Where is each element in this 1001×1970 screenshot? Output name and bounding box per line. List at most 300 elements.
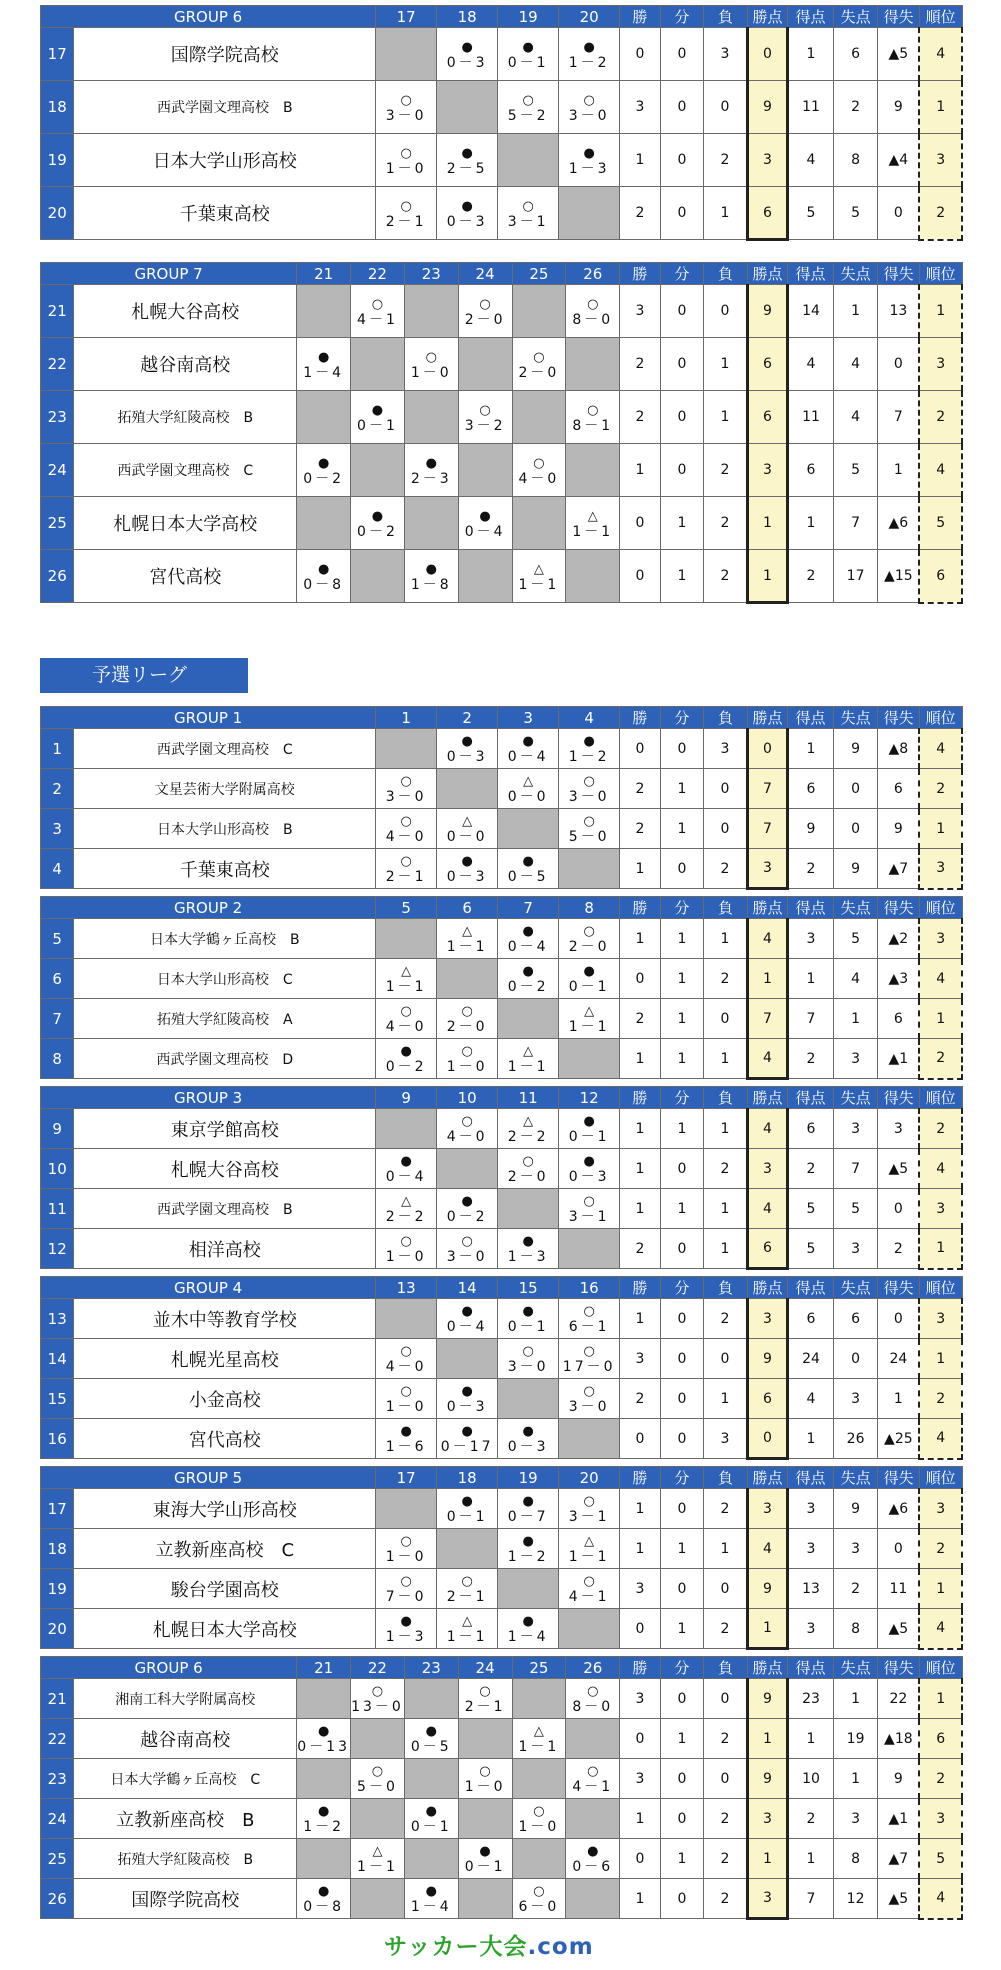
match-result xyxy=(297,1719,351,1759)
stat-gf: 6 xyxy=(788,1299,834,1339)
result-symbol: ○ xyxy=(400,145,412,161)
stat-rank: 5 xyxy=(919,497,962,550)
stat-draw: 1 xyxy=(660,1529,704,1569)
team-number: 16 xyxy=(41,1419,74,1459)
match-result xyxy=(351,497,405,550)
stat-loss: 2 xyxy=(704,849,748,889)
stat-win: 1 xyxy=(620,919,661,959)
match-result xyxy=(512,1719,566,1759)
empty-cell xyxy=(437,1149,498,1189)
stat-rank: 3 xyxy=(919,338,962,391)
match-result xyxy=(376,1609,437,1649)
result-symbol: ○ xyxy=(533,349,545,365)
match-score: 4－1 xyxy=(357,311,398,328)
match-result xyxy=(566,285,620,338)
stat-rank: 1 xyxy=(919,1679,962,1719)
match-score: 0－1 xyxy=(357,417,398,434)
empty-cell xyxy=(297,391,351,444)
stat-draw: 0 xyxy=(660,81,704,134)
match-result-content xyxy=(498,92,558,123)
match-score: 3－0 xyxy=(568,1399,610,1415)
match-result-content xyxy=(498,1423,558,1454)
column-number: 18 xyxy=(437,1467,498,1489)
match-result xyxy=(404,1719,458,1759)
match-result xyxy=(559,28,620,81)
empty-cell xyxy=(559,1039,620,1079)
empty-cell xyxy=(498,809,559,849)
stat-ga: 1 xyxy=(833,1759,878,1799)
match-result xyxy=(566,1839,620,1879)
stat-points: 4 xyxy=(747,919,788,959)
result-symbol: △ xyxy=(533,561,544,577)
team-row xyxy=(41,1489,963,1529)
stat-draw: 1 xyxy=(660,769,704,809)
stat-ga: 6 xyxy=(833,28,878,81)
result-symbol: ○ xyxy=(461,1004,473,1019)
match-result xyxy=(376,187,437,240)
match-score: 1－1 xyxy=(568,1019,610,1035)
result-symbol: ○ xyxy=(479,1684,491,1699)
empty-cell xyxy=(559,1609,620,1649)
header-draw: 分 xyxy=(660,1087,704,1109)
match-result xyxy=(512,1799,566,1839)
result-symbol: ● xyxy=(461,734,473,749)
group-title: GROUP 4 xyxy=(41,1277,376,1299)
team-number: 13 xyxy=(41,1299,74,1339)
match-result-content xyxy=(351,402,404,433)
empty-cell xyxy=(404,497,458,550)
match-result-content xyxy=(351,1763,404,1794)
result-symbol: ● xyxy=(522,1424,534,1439)
match-result xyxy=(559,959,620,999)
result-symbol: △ xyxy=(523,1044,534,1059)
team-name: 国際学院高校 xyxy=(74,1879,297,1919)
match-score: 8－1 xyxy=(572,417,614,434)
result-symbol: ○ xyxy=(522,92,534,108)
stat-points: 1 xyxy=(747,1719,788,1759)
team-row xyxy=(41,391,963,444)
match-result-content xyxy=(566,1683,619,1714)
stat-win: 3 xyxy=(620,1759,661,1799)
match-score: 0－1 xyxy=(568,1129,610,1145)
stat-win: 1 xyxy=(620,1299,661,1339)
header-ga: 失点 xyxy=(833,263,878,285)
team-number: 26 xyxy=(41,1879,74,1919)
group-title: GROUP 5 xyxy=(41,1467,376,1489)
stat-points: 3 xyxy=(747,1799,788,1839)
header-draw: 分 xyxy=(660,707,704,729)
match-result xyxy=(458,1759,512,1799)
header-gd: 得失 xyxy=(878,707,920,729)
match-result-content xyxy=(297,1803,350,1834)
header-gf: 得点 xyxy=(788,1467,834,1489)
match-result-content xyxy=(513,455,566,486)
match-score: 1－4 xyxy=(303,364,345,381)
stat-win: 0 xyxy=(620,28,661,81)
match-score: 0－3 xyxy=(446,213,488,230)
result-symbol: △ xyxy=(587,508,598,524)
stat-gd: 11 xyxy=(878,1569,920,1609)
team-name: 日本大学山形高校 C xyxy=(74,959,376,999)
result-symbol: ● xyxy=(425,1724,437,1739)
team-number: 21 xyxy=(41,1679,74,1719)
group-table xyxy=(40,896,963,1080)
stat-gf: 11 xyxy=(788,391,834,444)
empty-cell xyxy=(404,285,458,338)
match-score: 1－1 xyxy=(518,1739,560,1755)
match-result xyxy=(376,134,437,187)
section-tab[interactable] xyxy=(40,658,248,693)
stat-gd: 1 xyxy=(878,1379,920,1419)
stat-gd: 2 xyxy=(878,1229,920,1269)
stat-loss: 2 xyxy=(704,959,748,999)
stat-rank: 4 xyxy=(919,1149,962,1189)
column-number: 1 xyxy=(376,707,437,729)
stat-gd: ▲6 xyxy=(878,497,920,550)
match-result-content xyxy=(459,1763,512,1794)
match-score: 2－1 xyxy=(446,1589,488,1605)
result-symbol: ○ xyxy=(583,1494,595,1509)
match-score: 0－1 xyxy=(507,54,549,71)
stat-points: 4 xyxy=(747,1109,788,1149)
stat-gf: 3 xyxy=(788,1609,834,1649)
stat-draw: 0 xyxy=(660,849,704,889)
stat-ga: 3 xyxy=(833,1529,878,1569)
header-gf: 得点 xyxy=(788,1657,834,1679)
stat-draw: 0 xyxy=(660,1229,704,1269)
logo-suffix: .com xyxy=(527,1934,594,1960)
header-loss: 負 xyxy=(704,1467,748,1489)
stat-ga: 26 xyxy=(833,1419,878,1459)
stat-loss: 1 xyxy=(704,1109,748,1149)
stat-ga: 0 xyxy=(833,1339,878,1379)
column-number: 25 xyxy=(512,1657,566,1679)
stat-draw: 0 xyxy=(660,134,704,187)
stat-rank: 2 xyxy=(919,1039,962,1079)
result-symbol: ● xyxy=(522,1614,534,1629)
stat-ga: 3 xyxy=(833,1109,878,1149)
group-title: GROUP 6 xyxy=(41,1657,297,1679)
match-result xyxy=(404,550,458,603)
empty-cell xyxy=(404,1759,458,1799)
team-name: 西武学園文理高校 B xyxy=(74,1189,376,1229)
team-number: 8 xyxy=(41,1039,74,1079)
match-result xyxy=(351,391,405,444)
match-result xyxy=(498,919,559,959)
match-score: 4－0 xyxy=(446,1129,488,1145)
stat-win: 2 xyxy=(620,1379,661,1419)
match-result-content xyxy=(498,1233,558,1264)
header-loss: 負 xyxy=(704,897,748,919)
stat-gd: ▲5 xyxy=(878,1879,920,1919)
match-result-content xyxy=(513,561,566,592)
team-row xyxy=(41,1759,963,1799)
result-symbol: ○ xyxy=(400,1344,412,1359)
match-result-content xyxy=(437,198,497,229)
stat-gf: 1 xyxy=(788,497,834,550)
team-number: 25 xyxy=(41,497,74,550)
header-loss: 負 xyxy=(704,1657,748,1679)
result-symbol: ● xyxy=(425,561,437,577)
match-result xyxy=(404,338,458,391)
match-result-content xyxy=(437,813,497,844)
column-number: 3 xyxy=(498,707,559,729)
match-result-content xyxy=(437,853,497,884)
team-number: 3 xyxy=(41,809,74,849)
group-title: GROUP 2 xyxy=(41,897,376,919)
header-ga: 失点 xyxy=(833,897,878,919)
result-symbol: △ xyxy=(462,814,473,829)
result-symbol: ● xyxy=(461,1304,473,1319)
stat-points: 7 xyxy=(747,999,788,1039)
header-loss: 負 xyxy=(704,707,748,729)
match-score: 3－1 xyxy=(507,213,549,230)
stat-ga: 3 xyxy=(833,1229,878,1269)
match-result-content xyxy=(376,853,436,884)
stat-gf: 1 xyxy=(788,1719,834,1759)
empty-cell xyxy=(458,444,512,497)
team-row xyxy=(41,1609,963,1649)
header-win: 勝 xyxy=(620,1467,661,1489)
result-symbol: ● xyxy=(400,1044,412,1059)
stat-ga: 8 xyxy=(833,134,878,187)
match-score: 2－2 xyxy=(385,1209,427,1225)
column-number: 22 xyxy=(351,1657,405,1679)
match-result xyxy=(559,999,620,1039)
match-score: 3－0 xyxy=(385,789,427,805)
stat-draw: 1 xyxy=(660,550,704,603)
match-result-content xyxy=(559,1003,619,1034)
result-symbol: ○ xyxy=(400,1234,412,1249)
header-win: 勝 xyxy=(620,263,661,285)
match-result xyxy=(559,1339,620,1379)
group-title: GROUP 3 xyxy=(41,1087,376,1109)
header-win: 勝 xyxy=(620,1657,661,1679)
stat-ga: 1 xyxy=(833,285,878,338)
match-result-content xyxy=(513,1883,566,1914)
match-result-content xyxy=(405,1723,458,1754)
match-result xyxy=(297,1799,351,1839)
team-row xyxy=(41,1149,963,1189)
result-symbol: ○ xyxy=(400,1534,412,1549)
group-table xyxy=(40,1276,963,1460)
result-symbol: ○ xyxy=(400,854,412,869)
empty-cell xyxy=(351,550,405,603)
match-score: 1－0 xyxy=(464,1779,506,1795)
stat-gf: 1 xyxy=(788,729,834,769)
result-symbol: ● xyxy=(317,1884,330,1899)
empty-cell xyxy=(566,444,620,497)
stat-win: 1 xyxy=(620,849,661,889)
team-row xyxy=(41,849,963,889)
match-score: 1－1 xyxy=(446,1629,488,1645)
match-result-content xyxy=(498,1113,558,1144)
match-score: 3－0 xyxy=(385,107,427,124)
stat-win: 1 xyxy=(620,1149,661,1189)
team-number: 19 xyxy=(41,134,74,187)
team-number: 26 xyxy=(41,550,74,603)
stat-gf: 23 xyxy=(788,1679,834,1719)
header-gf: 得点 xyxy=(788,263,834,285)
match-result-content xyxy=(437,1493,497,1524)
match-score: 1－1 xyxy=(385,979,427,995)
empty-cell xyxy=(297,285,351,338)
stat-loss: 1 xyxy=(704,187,748,240)
match-result-content xyxy=(513,349,566,380)
match-score: 3－1 xyxy=(568,1509,610,1525)
column-number: 24 xyxy=(458,1657,512,1679)
team-row xyxy=(41,28,963,81)
match-score: 3－1 xyxy=(568,1209,610,1225)
match-result-content xyxy=(297,455,350,486)
stat-draw: 1 xyxy=(660,1839,704,1879)
result-symbol: ● xyxy=(317,1724,330,1739)
stat-ga: 3 xyxy=(833,1039,878,1079)
result-symbol: ● xyxy=(461,1194,473,1209)
stat-ga: 9 xyxy=(833,849,878,889)
stat-rank: 2 xyxy=(919,769,962,809)
match-result xyxy=(437,1379,498,1419)
result-symbol: ○ xyxy=(400,1574,412,1589)
team-number: 10 xyxy=(41,1149,74,1189)
column-number: 26 xyxy=(566,263,620,285)
column-number: 2 xyxy=(437,707,498,729)
match-result-content xyxy=(376,963,436,994)
stat-points: 9 xyxy=(747,1339,788,1379)
result-symbol: △ xyxy=(584,1534,595,1549)
match-result xyxy=(376,1149,437,1189)
stat-gd: ▲1 xyxy=(878,1799,920,1839)
match-result-content xyxy=(566,402,619,433)
team-number: 24 xyxy=(41,444,74,497)
stat-rank: 2 xyxy=(919,1379,962,1419)
match-result xyxy=(559,81,620,134)
stat-gf: 2 xyxy=(788,1039,834,1079)
match-result xyxy=(437,134,498,187)
match-score: 0－3 xyxy=(507,1439,549,1455)
match-result-content xyxy=(376,1343,436,1374)
column-number: 5 xyxy=(376,897,437,919)
stat-rank: 1 xyxy=(919,81,962,134)
result-symbol: ● xyxy=(425,1884,437,1899)
match-result xyxy=(559,809,620,849)
team-name: 立教新座高校 B xyxy=(74,1799,297,1839)
result-symbol: ○ xyxy=(522,198,534,214)
stat-draw: 0 xyxy=(660,1339,704,1379)
result-symbol: ○ xyxy=(400,1384,412,1399)
match-result-content xyxy=(498,1153,558,1184)
header-rank: 順位 xyxy=(919,1087,962,1109)
match-result-content xyxy=(559,813,619,844)
match-result-content xyxy=(559,923,619,954)
stat-ga: 2 xyxy=(833,81,878,134)
stat-points: 1 xyxy=(747,1609,788,1649)
match-result-content xyxy=(376,1193,436,1224)
stat-gf: 6 xyxy=(788,444,834,497)
column-number: 19 xyxy=(498,6,559,28)
match-result xyxy=(498,1229,559,1269)
column-number: 15 xyxy=(498,1277,559,1299)
stat-ga: 1 xyxy=(833,1679,878,1719)
match-result xyxy=(437,919,498,959)
stat-loss: 2 xyxy=(704,1799,748,1839)
stat-points: 6 xyxy=(747,187,788,240)
stat-points: 6 xyxy=(747,1379,788,1419)
match-score: 1－0 xyxy=(446,1059,488,1075)
stat-draw: 0 xyxy=(660,1419,704,1459)
match-result xyxy=(498,1529,559,1569)
match-result xyxy=(566,391,620,444)
stat-ga: 8 xyxy=(833,1609,878,1649)
header-rank: 順位 xyxy=(919,263,962,285)
team-number: 7 xyxy=(41,999,74,1039)
result-symbol: ● xyxy=(587,1844,599,1859)
result-symbol: ● xyxy=(522,1234,534,1249)
match-result-content xyxy=(297,561,350,592)
match-score: 1－0 xyxy=(410,364,452,381)
stat-win: 0 xyxy=(620,1609,661,1649)
result-symbol: ○ xyxy=(479,1764,491,1779)
match-result xyxy=(559,1379,620,1419)
stat-draw: 0 xyxy=(660,1679,704,1719)
column-number: 21 xyxy=(297,1657,351,1679)
result-symbol: ○ xyxy=(533,1884,545,1899)
stat-points: 3 xyxy=(747,1879,788,1919)
match-score: 6－0 xyxy=(518,1899,560,1915)
stat-gd: 0 xyxy=(878,1529,920,1569)
match-score: 0－2 xyxy=(303,470,345,487)
team-row xyxy=(41,1299,963,1339)
match-result xyxy=(458,497,512,550)
match-result xyxy=(376,959,437,999)
match-result-content xyxy=(559,1303,619,1334)
team-row xyxy=(41,1719,963,1759)
stat-ga: 7 xyxy=(833,497,878,550)
result-symbol: ● xyxy=(522,1304,534,1319)
result-symbol: ● xyxy=(583,145,595,161)
match-score: 0－3 xyxy=(446,869,488,885)
match-result xyxy=(351,1839,405,1879)
stat-rank: 2 xyxy=(919,1759,962,1799)
match-score: 0－1 xyxy=(410,1819,452,1835)
match-result xyxy=(437,1609,498,1649)
empty-cell xyxy=(559,849,620,889)
result-symbol: ○ xyxy=(583,814,595,829)
stat-draw: 0 xyxy=(660,1879,704,1919)
match-result xyxy=(297,338,351,391)
stat-gd: 9 xyxy=(878,809,920,849)
stat-win: 1 xyxy=(620,1189,661,1229)
team-name: 西武学園文理高校 C xyxy=(74,729,376,769)
team-name: 札幌大谷高校 xyxy=(74,1149,376,1189)
header-points: 勝点 xyxy=(747,263,788,285)
empty-cell xyxy=(458,1719,512,1759)
result-symbol: ○ xyxy=(587,1684,599,1699)
header-gf: 得点 xyxy=(788,1277,834,1299)
match-score: 7－0 xyxy=(385,1589,427,1605)
stat-gf: 7 xyxy=(788,1879,834,1919)
result-symbol: ● xyxy=(522,854,534,869)
logo-text: サッカー大会 xyxy=(384,1934,528,1960)
match-score: 0－3 xyxy=(446,749,488,765)
result-symbol: ● xyxy=(522,964,534,979)
match-score: 0－3 xyxy=(446,1399,488,1415)
match-score: 0－1 xyxy=(568,979,610,995)
stat-loss: 1 xyxy=(704,1189,748,1229)
stat-gd: ▲3 xyxy=(878,959,920,999)
result-symbol: ● xyxy=(317,561,330,577)
match-result xyxy=(559,1569,620,1609)
